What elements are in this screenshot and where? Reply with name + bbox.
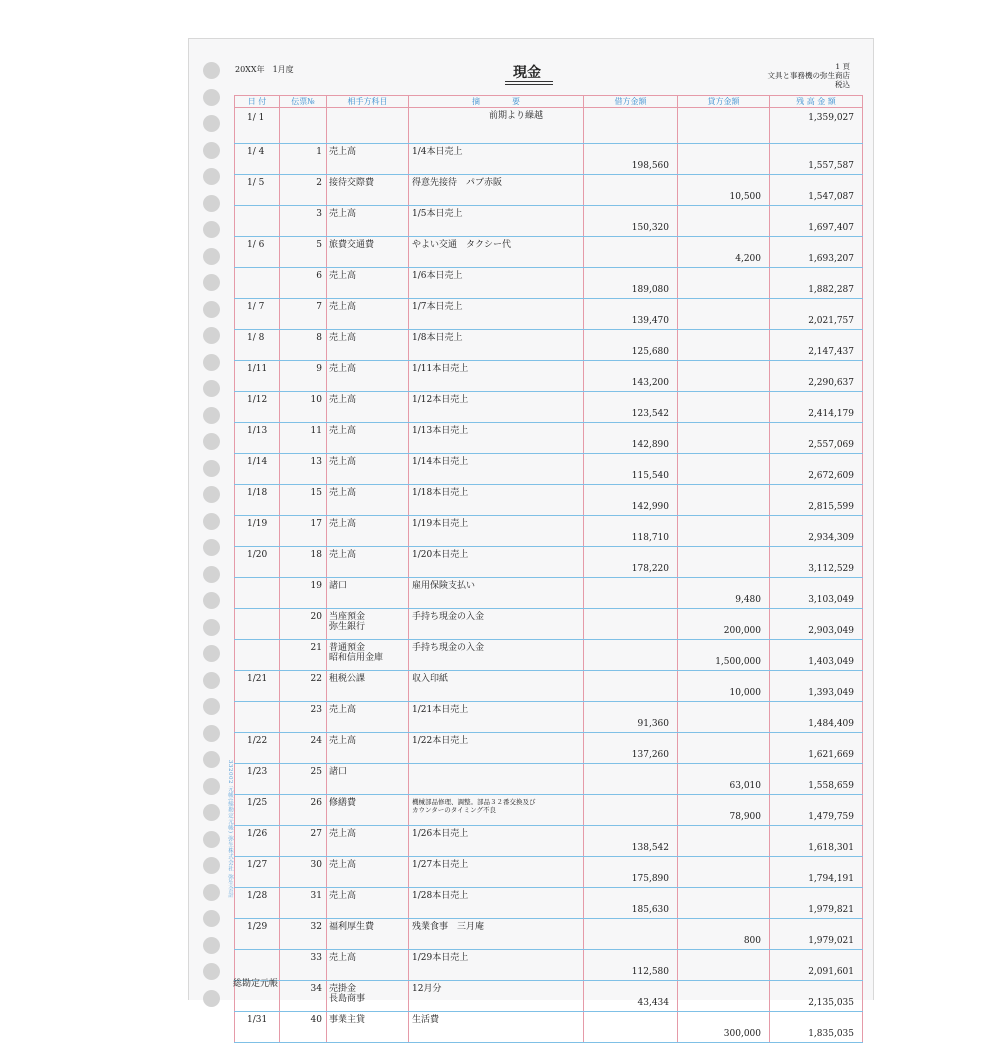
col-date: 日 付 <box>235 96 280 108</box>
row-account: 売上高 <box>327 454 409 485</box>
row-date <box>235 640 280 671</box>
row-credit <box>678 299 770 330</box>
row-credit <box>678 392 770 423</box>
row-date: 1/12 <box>235 392 280 423</box>
page-number: 1 頁 <box>835 62 850 71</box>
row-voucher-no: 5 <box>280 237 327 268</box>
row-voucher-no: 11 <box>280 423 327 454</box>
row-voucher-no <box>280 108 327 144</box>
row-debit: 142,990 <box>584 485 678 516</box>
row-voucher-no: 20 <box>280 609 327 640</box>
row-date: 1/ 1 <box>235 108 280 144</box>
table-row <box>235 857 863 888</box>
row-balance: 1,835,035 <box>770 1012 863 1043</box>
row-credit <box>678 857 770 888</box>
row-date <box>235 702 280 733</box>
row-debit <box>584 1012 678 1043</box>
row-debit: 115,540 <box>584 454 678 485</box>
col-account: 相手方科目 <box>327 96 409 108</box>
row-debit: 43,434 <box>584 981 678 1012</box>
table-row <box>235 1012 863 1043</box>
row-date: 1/18 <box>235 485 280 516</box>
row-voucher-no: 13 <box>280 454 327 485</box>
binding-hole <box>203 539 220 556</box>
row-balance: 2,903,049 <box>770 609 863 640</box>
row-account: 事業主貸 <box>327 1012 409 1043</box>
row-credit: 10,000 <box>678 671 770 702</box>
row-debit <box>584 108 678 144</box>
row-debit: 150,320 <box>584 206 678 237</box>
row-debit <box>584 764 678 795</box>
row-voucher-no: 40 <box>280 1012 327 1043</box>
row-voucher-no: 32 <box>280 919 327 950</box>
binding-hole <box>203 460 220 477</box>
row-credit <box>678 702 770 733</box>
row-balance: 2,934,309 <box>770 516 863 547</box>
binding-hole <box>203 751 220 768</box>
company-name: 文具と事務機の弥生商店 <box>767 71 850 80</box>
row-description: 1/27本日売上 <box>409 857 584 888</box>
row-balance: 1,484,409 <box>770 702 863 733</box>
row-credit <box>678 454 770 485</box>
binding-hole <box>203 142 220 159</box>
binding-hole <box>203 248 220 265</box>
row-date: 1/23 <box>235 764 280 795</box>
header-info <box>768 62 851 89</box>
row-balance: 1,558,659 <box>770 764 863 795</box>
row-date: 1/22 <box>235 733 280 764</box>
binding-holes <box>203 62 221 1016</box>
row-voucher-no: 23 <box>280 702 327 733</box>
binding-hole <box>203 274 220 291</box>
row-account: 売上高 <box>327 702 409 733</box>
row-debit: 178,220 <box>584 547 678 578</box>
row-account: 売上高 <box>327 950 409 981</box>
row-voucher-no: 8 <box>280 330 327 361</box>
binding-hole <box>203 407 220 424</box>
row-date: 1/20 <box>235 547 280 578</box>
row-description: 1/20本日売上 <box>409 547 584 578</box>
col-description: 摘 要 <box>409 96 584 108</box>
row-description: 手持ち現金の入金 <box>409 609 584 640</box>
row-voucher-no: 27 <box>280 826 327 857</box>
row-balance: 2,091,601 <box>770 950 863 981</box>
row-debit <box>584 578 678 609</box>
row-account: 接待交際費 <box>327 175 409 206</box>
row-voucher-no: 25 <box>280 764 327 795</box>
binding-hole <box>203 513 220 530</box>
row-balance: 1,882,287 <box>770 268 863 299</box>
row-description: 前期より繰越 <box>409 108 584 144</box>
row-voucher-no: 7 <box>280 299 327 330</box>
row-debit: 138,542 <box>584 826 678 857</box>
page-title: 現金 <box>513 65 541 81</box>
row-debit: 142,890 <box>584 423 678 454</box>
row-credit <box>678 547 770 578</box>
col-voucher-no: 伝票№ <box>280 96 327 108</box>
row-date: 1/ 6 <box>235 237 280 268</box>
binding-hole <box>203 327 220 344</box>
row-balance: 2,021,757 <box>770 299 863 330</box>
row-balance: 1,393,049 <box>770 671 863 702</box>
row-date: 1/28 <box>235 888 280 919</box>
row-voucher-no: 24 <box>280 733 327 764</box>
row-debit <box>584 609 678 640</box>
row-date: 1/11 <box>235 361 280 392</box>
row-voucher-no: 10 <box>280 392 327 423</box>
table-row <box>235 919 863 950</box>
row-voucher-no: 18 <box>280 547 327 578</box>
row-debit: 91,360 <box>584 702 678 733</box>
row-date: 1/ 7 <box>235 299 280 330</box>
row-voucher-no: 33 <box>280 950 327 981</box>
row-voucher-no: 15 <box>280 485 327 516</box>
row-credit <box>678 485 770 516</box>
binding-hole <box>203 221 220 238</box>
binding-hole <box>203 645 220 662</box>
table-row <box>235 795 863 826</box>
table-row <box>235 299 863 330</box>
table-row <box>235 702 863 733</box>
binding-hole <box>203 433 220 450</box>
row-balance: 1,618,301 <box>770 826 863 857</box>
binding-hole <box>203 672 220 689</box>
row-balance: 1,693,207 <box>770 237 863 268</box>
ledger-table <box>234 95 863 1043</box>
row-date: 1/ 5 <box>235 175 280 206</box>
row-date: 1/21 <box>235 671 280 702</box>
row-credit <box>678 268 770 299</box>
row-description: 1/28本日売上 <box>409 888 584 919</box>
row-debit: 175,890 <box>584 857 678 888</box>
row-date <box>235 578 280 609</box>
binding-hole <box>203 354 220 371</box>
row-balance: 1,547,087 <box>770 175 863 206</box>
binding-hole <box>203 937 220 954</box>
row-description: 1/21本日売上 <box>409 702 584 733</box>
binding-hole <box>203 884 220 901</box>
table-header <box>235 96 863 108</box>
row-balance: 3,112,529 <box>770 547 863 578</box>
table-row <box>235 516 863 547</box>
row-description: 得意先接待 パブ赤阪 <box>409 175 584 206</box>
row-voucher-no: 26 <box>280 795 327 826</box>
row-balance: 2,414,179 <box>770 392 863 423</box>
row-credit <box>678 423 770 454</box>
row-description: 1/19本日売上 <box>409 516 584 547</box>
row-debit: 112,580 <box>584 950 678 981</box>
col-balance: 残 高 金 額 <box>770 96 863 108</box>
row-account: 売上高 <box>327 206 409 237</box>
row-balance: 1,697,407 <box>770 206 863 237</box>
row-account <box>327 108 409 144</box>
row-credit: 800 <box>678 919 770 950</box>
row-date: 1/ 8 <box>235 330 280 361</box>
row-date: 1/27 <box>235 857 280 888</box>
table-row <box>235 547 863 578</box>
table-row <box>235 330 863 361</box>
row-credit: 4,200 <box>678 237 770 268</box>
row-account: 売上高 <box>327 330 409 361</box>
table-row <box>235 950 863 981</box>
row-voucher-no: 34 <box>280 981 327 1012</box>
row-account: 旅費交通費 <box>327 237 409 268</box>
row-date: 1/19 <box>235 516 280 547</box>
row-account: 諸口 <box>327 578 409 609</box>
table-row <box>235 888 863 919</box>
binding-hole <box>203 778 220 795</box>
row-description: 1/4本日売上 <box>409 144 584 175</box>
row-debit <box>584 919 678 950</box>
binding-hole <box>203 990 220 1007</box>
row-description: 1/12本日売上 <box>409 392 584 423</box>
row-account: 諸口 <box>327 764 409 795</box>
row-voucher-no: 3 <box>280 206 327 237</box>
binding-hole <box>203 62 220 79</box>
row-date: 1/13 <box>235 423 280 454</box>
row-account: 売上高 <box>327 144 409 175</box>
table-row <box>235 175 863 206</box>
row-voucher-no: 19 <box>280 578 327 609</box>
binding-hole <box>203 195 220 212</box>
row-credit <box>678 516 770 547</box>
row-voucher-no: 30 <box>280 857 327 888</box>
row-description: 1/6本日売上 <box>409 268 584 299</box>
row-description: 1/5本日売上 <box>409 206 584 237</box>
row-date: 1/14 <box>235 454 280 485</box>
row-credit <box>678 144 770 175</box>
row-balance: 3,103,049 <box>770 578 863 609</box>
table-row <box>235 485 863 516</box>
row-account: 売上高 <box>327 423 409 454</box>
table-row <box>235 578 863 609</box>
row-description: 1/8本日売上 <box>409 330 584 361</box>
table-row <box>235 423 863 454</box>
row-credit: 9,480 <box>678 578 770 609</box>
row-credit <box>678 888 770 919</box>
row-balance: 1,479,759 <box>770 795 863 826</box>
row-description: 1/22本日売上 <box>409 733 584 764</box>
row-balance: 1,557,587 <box>770 144 863 175</box>
title-underline <box>505 81 553 85</box>
row-description: 1/7本日売上 <box>409 299 584 330</box>
row-voucher-no: 17 <box>280 516 327 547</box>
table-row <box>235 671 863 702</box>
row-account: 売上高 <box>327 826 409 857</box>
period-label: 20XX年 1月度 <box>235 65 294 74</box>
row-date: 1/26 <box>235 826 280 857</box>
row-date: 1/25 <box>235 795 280 826</box>
row-account: 売上高 <box>327 888 409 919</box>
row-date <box>235 206 280 237</box>
row-date <box>235 609 280 640</box>
col-debit: 借方金額 <box>584 96 678 108</box>
row-debit: 198,560 <box>584 144 678 175</box>
row-credit: 200,000 <box>678 609 770 640</box>
binding-hole <box>203 725 220 742</box>
row-date: 1/31 <box>235 1012 280 1043</box>
row-balance: 2,815,599 <box>770 485 863 516</box>
row-voucher-no: 22 <box>280 671 327 702</box>
binding-hole <box>203 910 220 927</box>
footer-label: 総勘定元帳 <box>233 979 279 989</box>
binding-hole <box>203 115 220 132</box>
row-credit <box>678 206 770 237</box>
row-account: 売上高 <box>327 268 409 299</box>
binding-hole <box>203 168 220 185</box>
row-description: やよい交通 タクシー代 <box>409 237 584 268</box>
table-row <box>235 144 863 175</box>
row-description: 1/29本日売上 <box>409 950 584 981</box>
row-description: 1/26本日売上 <box>409 826 584 857</box>
row-credit: 1,500,000 <box>678 640 770 671</box>
binding-hole <box>203 380 220 397</box>
binding-hole <box>203 963 220 980</box>
row-balance: 1,621,669 <box>770 733 863 764</box>
binding-hole <box>203 831 220 848</box>
row-account: 売掛金 長島商事 <box>327 981 409 1012</box>
row-description: 1/11本日売上 <box>409 361 584 392</box>
row-account: 普通預金 昭和信用金庫 <box>327 640 409 671</box>
row-debit <box>584 671 678 702</box>
table-row <box>235 733 863 764</box>
row-account: 売上高 <box>327 392 409 423</box>
binding-hole <box>203 804 220 821</box>
row-account: 売上高 <box>327 733 409 764</box>
row-date <box>235 268 280 299</box>
table-row <box>235 764 863 795</box>
row-date: 1/29 <box>235 919 280 950</box>
table-row <box>235 826 863 857</box>
table-row <box>235 609 863 640</box>
row-balance: 2,672,609 <box>770 454 863 485</box>
row-balance: 1,359,027 <box>770 108 863 144</box>
row-credit <box>678 733 770 764</box>
row-credit <box>678 330 770 361</box>
row-credit <box>678 826 770 857</box>
row-account: 売上高 <box>327 361 409 392</box>
table-row <box>235 392 863 423</box>
table-row <box>235 640 863 671</box>
table-row <box>235 268 863 299</box>
binding-hole <box>203 619 220 636</box>
row-account: 売上高 <box>327 299 409 330</box>
row-voucher-no: 1 <box>280 144 327 175</box>
row-voucher-no: 31 <box>280 888 327 919</box>
table-row <box>235 108 863 144</box>
row-date: 1/ 4 <box>235 144 280 175</box>
row-description <box>409 764 584 795</box>
row-debit <box>584 237 678 268</box>
row-credit <box>678 361 770 392</box>
row-credit: 63,010 <box>678 764 770 795</box>
row-debit: 143,200 <box>584 361 678 392</box>
table-row <box>235 237 863 268</box>
row-account: 売上高 <box>327 857 409 888</box>
binding-hole <box>203 857 220 874</box>
row-balance: 2,147,437 <box>770 330 863 361</box>
row-voucher-no: 2 <box>280 175 327 206</box>
form-code: 332002 元帳(総勘定元帳) 弥生株式会社 弥生会計 <box>227 760 233 899</box>
row-balance: 1,403,049 <box>770 640 863 671</box>
row-debit: 123,542 <box>584 392 678 423</box>
row-description: 1/18本日売上 <box>409 485 584 516</box>
row-account: 売上高 <box>327 485 409 516</box>
row-voucher-no: 9 <box>280 361 327 392</box>
row-credit <box>678 950 770 981</box>
row-description: 1/13本日売上 <box>409 423 584 454</box>
row-balance: 1,979,821 <box>770 888 863 919</box>
row-balance: 2,290,637 <box>770 361 863 392</box>
row-credit: 300,000 <box>678 1012 770 1043</box>
row-debit: 139,470 <box>584 299 678 330</box>
row-description: 残業食事 三月庵 <box>409 919 584 950</box>
row-description: 雇用保険支払い <box>409 578 584 609</box>
row-description: 機械部品修理、調整。部品３２番交換及び カウンターのタイミング不良 <box>409 795 584 826</box>
row-account: 租税公課 <box>327 671 409 702</box>
row-debit: 189,080 <box>584 268 678 299</box>
binding-hole <box>203 89 220 106</box>
row-credit <box>678 108 770 144</box>
row-debit: 137,260 <box>584 733 678 764</box>
row-description: 生活費 <box>409 1012 584 1043</box>
row-credit <box>678 981 770 1012</box>
binding-hole <box>203 698 220 715</box>
row-balance: 1,979,021 <box>770 919 863 950</box>
row-debit: 185,630 <box>584 888 678 919</box>
row-debit: 125,680 <box>584 330 678 361</box>
row-account: 当座預金 弥生銀行 <box>327 609 409 640</box>
row-account: 売上高 <box>327 547 409 578</box>
binding-hole <box>203 486 220 503</box>
row-credit: 78,900 <box>678 795 770 826</box>
binding-hole <box>203 592 220 609</box>
col-credit: 貸方金額 <box>678 96 770 108</box>
row-balance: 2,557,069 <box>770 423 863 454</box>
row-debit <box>584 175 678 206</box>
row-voucher-no: 21 <box>280 640 327 671</box>
table-row <box>235 981 863 1012</box>
row-debit <box>584 640 678 671</box>
binding-hole <box>203 566 220 583</box>
row-account: 売上高 <box>327 516 409 547</box>
row-debit <box>584 795 678 826</box>
row-voucher-no: 6 <box>280 268 327 299</box>
row-description: 1/14本日売上 <box>409 454 584 485</box>
row-account: 福利厚生費 <box>327 919 409 950</box>
tax-label: 税込 <box>835 80 850 89</box>
row-description: 手持ち現金の入金 <box>409 640 584 671</box>
row-description: 収入印紙 <box>409 671 584 702</box>
row-description: 12月分 <box>409 981 584 1012</box>
row-balance: 2,135,035 <box>770 981 863 1012</box>
row-debit: 118,710 <box>584 516 678 547</box>
table-row <box>235 454 863 485</box>
row-balance: 1,794,191 <box>770 857 863 888</box>
table-row <box>235 361 863 392</box>
row-account: 修繕費 <box>327 795 409 826</box>
binding-hole <box>203 301 220 318</box>
table-row <box>235 206 863 237</box>
row-credit: 10,500 <box>678 175 770 206</box>
